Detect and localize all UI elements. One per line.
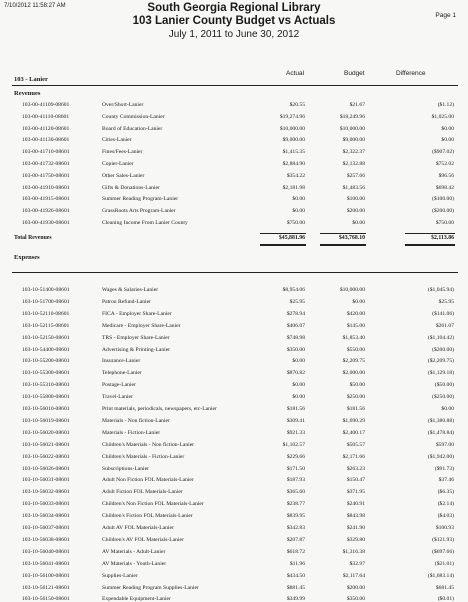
account-description: Materials - Non fiction-Lanier (102, 417, 170, 424)
account-number: 103-10-56100-08601 (22, 572, 70, 579)
difference-amount: ($141.06) (432, 310, 454, 317)
difference-amount: $698.42 (435, 184, 454, 191)
account-description: Other Sales-Lanier (102, 172, 145, 179)
budget-amount: $150.47 (346, 477, 365, 484)
account-number: 103-00-41750-08601 (22, 172, 70, 179)
actual-amount: $0.00 (292, 196, 305, 203)
difference-amount: $1,025.00 (431, 113, 454, 120)
budget-amount: $1,853.40 (342, 334, 365, 341)
account-description: Patron Refund-Lanier (102, 298, 151, 305)
expenses-label: Expenses (14, 254, 40, 261)
account-number: 103-00-41926-08601 (22, 208, 70, 215)
account-description: Wages & Salaries-Lanier (102, 287, 159, 293)
account-description: Over/Short-Lanier (102, 102, 144, 108)
actual-amount: $2,884.90 (282, 161, 305, 167)
account-number: 103-00-41120-08601 (22, 125, 70, 132)
account-description: Board of Education-Lanier (102, 125, 163, 132)
header-rule (12, 85, 458, 86)
difference-amount: ($250.00) (432, 394, 454, 401)
budget-amount: $263.23 (346, 465, 365, 472)
difference-amount: ($0.01) (437, 596, 454, 602)
account-number: 103-10-56150-08601 (22, 596, 70, 602)
budget-amount: $10,000.00 (339, 125, 365, 132)
account-number: 103-10-52115-08601 (22, 322, 70, 329)
fund-label: 103 - Lanier (14, 76, 48, 83)
actual-amount: $229.66 (286, 453, 305, 460)
actual-amount: $618.72 (286, 548, 305, 555)
account-number: 103-00-41910-08601 (22, 184, 70, 191)
account-description: GrassRoots Arts Program-Lanier (102, 208, 176, 215)
difference-amount: ($2,209.75) (427, 358, 454, 365)
account-description: Print materials, periodicals, newspapers, etc-Lanier (102, 406, 217, 412)
actual-amount: $181.56 (286, 406, 305, 412)
account-description: Children's Non Fiction FOL Materials-Lanier (102, 501, 204, 508)
budget-amount: $50.00 (349, 382, 365, 389)
budget-amount: $181.56 (346, 406, 365, 412)
account-description: AV Materials - Adult-Lanier (102, 548, 166, 555)
actual-amount: $406.07 (286, 322, 305, 329)
budget-amount: $350.00 (346, 596, 365, 602)
account-number: 103-00-41710-08601 (22, 149, 70, 156)
difference-amount: ($4.03) (437, 513, 454, 520)
print-timestamp: 7/10/2012 11:58:27 AM (4, 3, 66, 9)
difference-amount: $681.45 (435, 584, 454, 591)
actual-amount: $1,102.57 (282, 441, 305, 448)
account-description: Expendable Equipment-Lanier (102, 596, 171, 602)
account-description: Children's Materials - Non fiction-Lanier (102, 441, 195, 448)
actual-amount: $0.00 (292, 382, 305, 389)
account-number: 103-10-55310-08601 (22, 382, 70, 389)
difference-amount: ($1,478.84) (427, 429, 454, 436)
budget-amount: $21.67 (349, 102, 365, 108)
account-number: 103-10-52150-08601 (22, 334, 70, 341)
budget-amount: $32.97 (349, 560, 365, 567)
account-number: 103-10-56032-08601 (22, 489, 70, 496)
account-description: Children's AV FOL Materials-Lanier (102, 536, 184, 543)
page-number: Page 1 (435, 12, 456, 19)
account-number: 103-10-56041-08601 (22, 560, 70, 567)
actual-amount: $870.82 (286, 370, 305, 377)
difference-amount: ($200.00) (432, 346, 454, 353)
actual-amount: $434.50 (286, 572, 305, 579)
account-description: Children's Fiction FOL Materials-Lanier (102, 513, 193, 520)
difference-amount: $750.00 (435, 220, 454, 226)
budget-amount: $550.00 (346, 346, 365, 353)
account-number: 103-00-41930-08601 (22, 220, 70, 226)
budget-amount: $2,000.00 (342, 370, 365, 377)
actual-amount: $207.87 (286, 536, 305, 543)
actual-amount: $187.93 (286, 477, 305, 484)
budget-amount: $843.98 (346, 513, 365, 520)
difference-amount: $100.93 (435, 525, 454, 531)
difference-amount: ($1,380.88) (427, 417, 454, 424)
difference-amount: ($21.01) (434, 560, 454, 567)
difference-amount: ($1,045.94) (427, 287, 454, 293)
account-description: Subscriptions-Lanier (102, 465, 149, 472)
budget-amount: $257.66 (346, 172, 365, 179)
account-number: 103-00-41915-08601 (22, 196, 70, 203)
account-number: 103-10-56034-08601 (22, 513, 70, 520)
difference-amount: $0.00 (441, 125, 454, 132)
difference-amount: ($1,129.18) (427, 370, 454, 377)
budget-amount: $2,400.17 (342, 429, 365, 436)
difference-amount: $25.95 (438, 298, 454, 305)
budget-amount: $420.00 (346, 310, 365, 317)
actual-amount: $350.00 (286, 346, 305, 353)
account-number: 103-00-41109-08601 (22, 102, 70, 108)
actual-amount: $238.77 (286, 501, 305, 508)
actual-amount: $0.00 (292, 394, 305, 401)
revenue-subtotal-rule-diff (405, 233, 455, 234)
report-title: 103 Lanier County Budget vs Actuals (132, 15, 336, 27)
budget-amount: $100.00 (346, 196, 365, 203)
difference-amount: $96.56 (438, 172, 454, 179)
budget-amount: $240.91 (346, 501, 365, 508)
difference-amount: ($1,104.42) (427, 334, 454, 341)
budget-amount: $0.00 (352, 298, 365, 305)
account-description: Cities-Lanier (102, 137, 132, 144)
budget-amount: $2,117.64 (342, 572, 365, 579)
difference-amount: ($907.02) (432, 149, 454, 156)
actual-amount: $1,415.35 (282, 149, 305, 156)
actual-amount: $20.55 (289, 102, 305, 108)
account-number: 103-10-56040-08601 (22, 548, 70, 555)
account-description: FICA - Employer Share-Lanier (102, 310, 172, 317)
account-number: 103-10-54400-08601 (22, 346, 70, 353)
account-number: 103-10-51700-08601 (22, 298, 70, 305)
account-number: 103-00-41110-08601 (22, 113, 70, 120)
difference-amount: $37.46 (438, 477, 454, 484)
budget-amount: $0.00 (352, 220, 365, 226)
budget-amount: $1,316.38 (342, 548, 365, 555)
budget-amount: $371.95 (346, 489, 365, 496)
account-number: 103-10-56021-08601 (22, 441, 70, 448)
actual-amount: $25.95 (289, 298, 305, 305)
account-number: 103-10-56031-08601 (22, 477, 70, 484)
budget-amount: $200.00 (346, 584, 365, 591)
budget-amount: $505.57 (346, 441, 365, 448)
report-period: July 1, 2011 to June 30, 2012 (168, 29, 300, 40)
account-description: Children's Materials - Fiction-Lanier (102, 453, 185, 460)
account-number: 103-10-52110-08601 (22, 310, 70, 317)
account-number: 103-00-41732-08601 (22, 161, 70, 167)
actual-amount: $750.00 (286, 220, 305, 226)
actual-amount: $9,000.00 (282, 137, 305, 144)
difference-amount: ($1,683.14) (427, 572, 454, 579)
actual-amount: $354.22 (286, 172, 305, 179)
account-description: TRS - Employer Share-Lanier (102, 334, 170, 341)
total-revenues-actual: $45,881.96 (278, 235, 305, 241)
account-number: 103-10-56019-08601 (22, 417, 70, 424)
account-number: 103-10-56010-08601 (22, 406, 70, 412)
difference-amount: ($697.66) (432, 548, 454, 555)
account-description: Travel-Lanier (102, 394, 133, 401)
budget-amount: $250.00 (346, 394, 365, 401)
actual-amount: $365.60 (286, 489, 305, 496)
budget-amount: $18,249.96 (339, 113, 365, 120)
account-description: Summer Reading Program Supplies-Lanier (102, 584, 199, 591)
account-number: 103-10-56026-08601 (22, 465, 70, 472)
account-description: Advertising & Printing-Lanier (102, 346, 171, 353)
difference-amount: ($1,942.00) (427, 453, 454, 460)
account-number: 103-10-56022-08601 (22, 453, 70, 460)
actual-amount: $8,954.06 (282, 287, 305, 293)
account-number: 103-10-55800-08601 (22, 394, 70, 401)
account-description: County Commission-Lanier (102, 113, 165, 120)
col-budget-header: Budget (344, 70, 365, 77)
total-revenues-difference: $2,113.86 (431, 235, 454, 241)
account-number: 103-10-56020-08601 (22, 429, 70, 436)
revenue-subtotal-rule-budget (320, 233, 366, 234)
actual-amount: $278.94 (286, 310, 305, 317)
budget-amount: $1,690.29 (342, 417, 365, 424)
account-description: Medicare - Employer Share-Lanier (102, 322, 181, 329)
budget-amount: $2,209.75 (342, 358, 365, 365)
budget-amount: $10,000.00 (339, 287, 365, 293)
account-number: 103-10-56121-08601 (22, 584, 70, 591)
col-actual-header: Actual (286, 70, 305, 77)
account-description: Telephone-Lanier (102, 370, 142, 377)
budget-amount: $200.00 (346, 208, 365, 215)
actual-amount: $342.83 (286, 525, 305, 531)
organization-name: South Georgia Regional Library (147, 2, 321, 14)
account-description: Supplies-Lanier (102, 572, 138, 579)
budget-amount: $145.00 (346, 322, 365, 329)
difference-amount: $0.00 (441, 406, 454, 412)
revenue-total-rule-actual (260, 244, 306, 246)
expenses-rule (12, 272, 458, 273)
account-description: AV Materials - Youth-Lanier (102, 560, 167, 567)
account-description: Adult Non Fiction FOL Materials-Lanier (102, 477, 194, 484)
actual-amount: $309.41 (286, 417, 305, 424)
account-number: 103-10-55200-08601 (22, 358, 70, 365)
account-description: Summer Reading Program-Lanier (102, 196, 179, 203)
total-revenues-label: Total Revenues (14, 235, 52, 241)
account-number: 103-10-56038-08601 (22, 536, 70, 543)
revenue-total-rule-diff (405, 244, 455, 246)
actual-amount: $0.00 (292, 358, 305, 365)
actual-amount: $10,000.00 (279, 125, 305, 132)
actual-amount: $19,274.96 (279, 113, 305, 120)
difference-amount: ($6.35) (437, 489, 454, 496)
account-number: 103-10-56037-08601 (22, 525, 70, 531)
difference-amount: $0.00 (441, 137, 454, 144)
budget-amount: $241.90 (346, 525, 365, 531)
actual-amount: $921.33 (286, 429, 305, 436)
actual-amount: $881.45 (286, 584, 305, 591)
difference-amount: ($121.93) (432, 536, 454, 543)
budget-amount: $9,000.00 (342, 137, 365, 144)
budget-amount: $1,483.56 (342, 184, 365, 191)
difference-amount: $597.00 (435, 441, 454, 448)
difference-amount: ($2.14) (437, 501, 454, 508)
account-description: Insurance-Lanier (102, 358, 141, 365)
revenue-subtotal-rule-actual (260, 233, 306, 234)
difference-amount: ($200.00) (432, 208, 454, 215)
revenues-label: Revenues (14, 90, 41, 97)
budget-amount: $2,171.66 (342, 453, 365, 460)
actual-amount: $0.00 (292, 208, 305, 215)
actual-amount: $11.96 (289, 560, 305, 567)
budget-amount: $2,322.37 (342, 149, 365, 156)
account-number: 103-10-56033-08601 (22, 501, 70, 508)
total-revenues-budget: $43,768.10 (338, 235, 365, 241)
difference-amount: $752.02 (435, 161, 454, 167)
actual-amount: $2,181.98 (282, 184, 305, 191)
revenue-total-rule-budget (320, 244, 366, 246)
account-description: Fines/Fees-Lanier (102, 149, 143, 156)
account-number: 103-10-51400-08601 (22, 287, 70, 293)
difference-amount: ($91.73) (434, 465, 454, 472)
budget-amount: $329.80 (346, 536, 365, 543)
actual-amount: $839.95 (286, 513, 305, 520)
account-description: Copier-Lanier (102, 161, 134, 167)
account-description: Adult AV FOL Materials-Lanier (102, 525, 174, 531)
col-difference-header: Difference (396, 70, 426, 77)
difference-amount: ($100.00) (432, 196, 454, 203)
difference-amount: ($50.00) (434, 382, 454, 389)
account-description: Adult Fiction FOL Materials-Lanier (102, 489, 183, 496)
account-description: Gifts & Donations-Lanier (102, 184, 160, 191)
difference-amount: ($1.12) (437, 102, 454, 108)
account-number: 103-00-41130-08601 (22, 137, 70, 144)
actual-amount: $349.99 (286, 596, 305, 602)
actual-amount: $748.98 (286, 334, 305, 341)
account-description: Postage-Lanier (102, 382, 136, 389)
account-number: 103-10-55300-08601 (22, 370, 70, 377)
account-description: Materials - Fiction-Lanier (102, 429, 161, 436)
actual-amount: $171.50 (286, 465, 305, 472)
account-description: Cleaning Income From Lanier County (102, 220, 188, 226)
budget-amount: $2,132.88 (342, 161, 365, 167)
difference-amount: $261.07 (435, 322, 454, 329)
